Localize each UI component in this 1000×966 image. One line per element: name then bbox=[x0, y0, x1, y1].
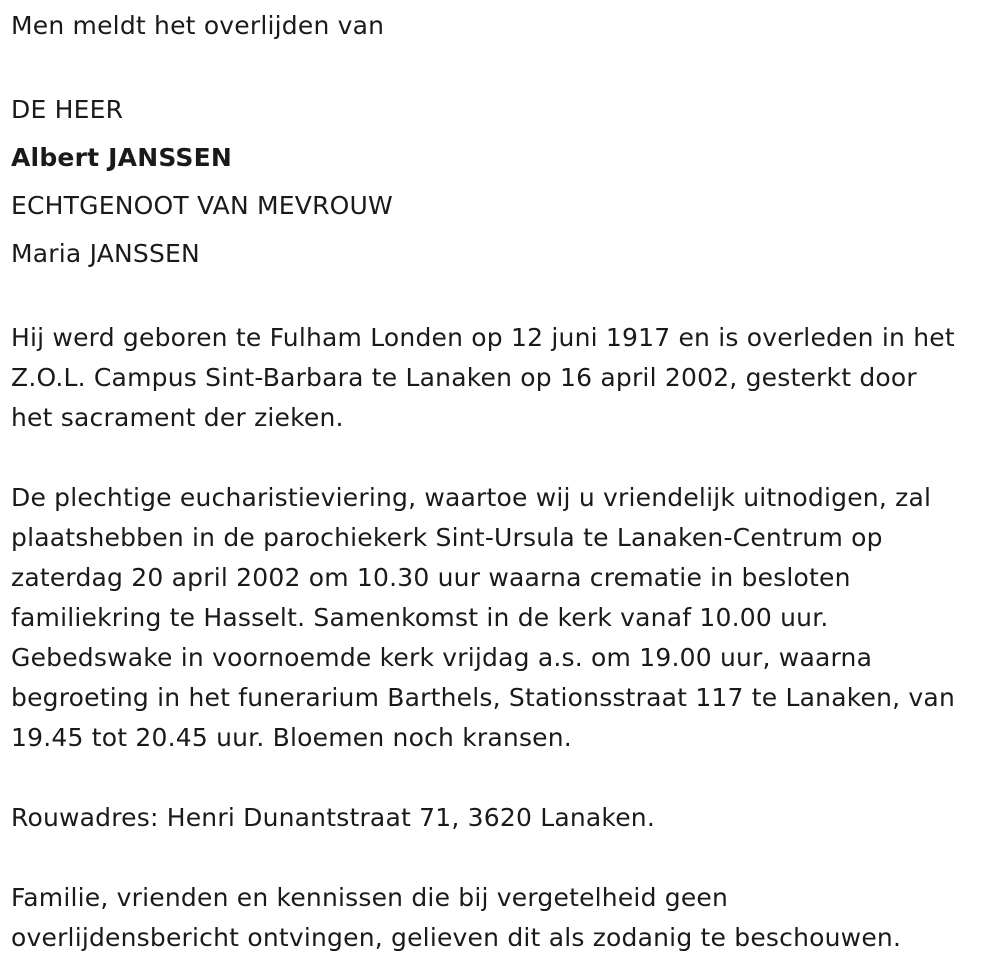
paragraph-line: het sacrament der zieken. bbox=[11, 403, 344, 432]
paragraph-line: 19.45 tot 20.45 uur. Bloemen noch kransen. bbox=[11, 723, 572, 752]
paragraph-line: zaterdag 20 april 2002 om 10.30 uur waarna crematie in besloten bbox=[11, 563, 851, 592]
closing-paragraph bbox=[11, 878, 996, 958]
paragraph-line: plaatshebben in de parochiekerk Sint-Ursula te Lanaken-Centrum op bbox=[11, 523, 883, 552]
deceased-name: Albert JANSSEN bbox=[11, 143, 233, 172]
paragraph-line: De plechtige eucharistieviering, waartoe wij u vriendelijk uitnodigen, zal bbox=[11, 483, 932, 512]
paragraph-line: familiekring te Hasselt. Samenkomst in de kerk vanaf 10.00 uur. bbox=[11, 603, 829, 632]
spacer bbox=[11, 278, 996, 318]
spacer bbox=[11, 758, 996, 798]
mourning-address: Rouwadres: Henri Dunantstraat 71, 3620 Lanaken. bbox=[11, 803, 655, 832]
ceremony-paragraph bbox=[11, 478, 996, 758]
paragraph-line: begroeting in het funerarium Barthels, Stationsstraat 117 te Lanaken, van bbox=[11, 683, 955, 712]
spouse-name: Maria JANSSEN bbox=[11, 239, 200, 268]
intro-text: Men meldt het overlijden van bbox=[11, 11, 385, 40]
paragraph-line: Familie, vrienden en kennissen die bij vergetelheid geen bbox=[11, 883, 729, 912]
title-text: DE HEER bbox=[11, 95, 124, 124]
paragraph-line: overlijdensbericht ontvingen, gelieven dit als zodanig te beschouwen. bbox=[11, 923, 902, 952]
spacer bbox=[11, 438, 996, 478]
spouse-label: ECHTGENOOT VAN MEVROUW bbox=[11, 191, 393, 220]
birth-paragraph bbox=[11, 318, 996, 438]
spacer bbox=[11, 838, 996, 878]
death-notice bbox=[11, 6, 996, 958]
paragraph-line: Z.O.L. Campus Sint-Barbara te Lanaken op 16 april 2002, gesterkt door bbox=[11, 363, 917, 392]
paragraph-line: Gebedswake in voornoemde kerk vrijdag a.s. om 19.00 uur, waarna bbox=[11, 643, 873, 672]
paragraph-line: Hij werd geboren te Fulham Londen op 12 juni 1917 en is overleden in het bbox=[11, 323, 955, 352]
spacer bbox=[11, 46, 996, 86]
